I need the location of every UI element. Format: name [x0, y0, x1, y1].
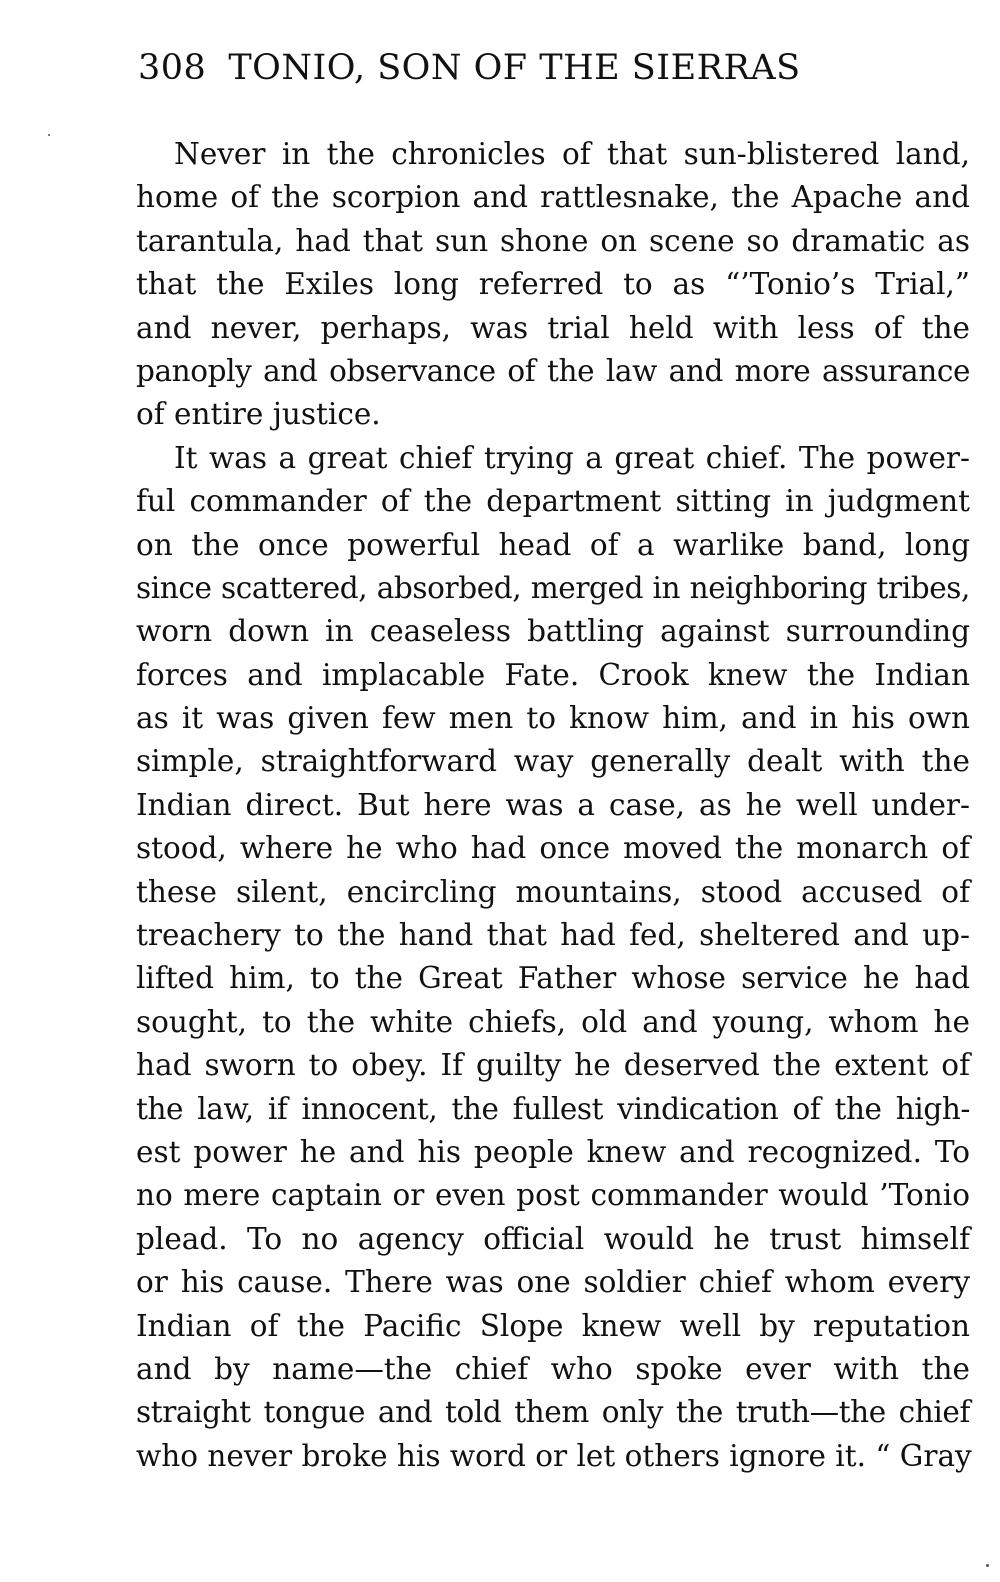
text-line: Indian direct. But here was a case, as he well under-: [136, 787, 970, 822]
text-line: stood, where he who had once moved the monarch of: [136, 831, 970, 866]
text-line: est power he and his people knew and recognized. To: [136, 1134, 970, 1169]
text-line: who never broke his word or let others ignore it. “ Gray: [136, 1438, 972, 1473]
text-line: Never in the chronicles of that sun-blistered land,: [174, 137, 970, 171]
text-line: and by name—the chief who spoke ever with the: [136, 1351, 970, 1386]
text-line: sought, to the white chiefs, old and young, whom he: [136, 1004, 970, 1039]
text-line: simple, straightforward way generally dealt with the: [136, 744, 970, 779]
text-line: It was a great chief trying a great chief. The power-: [174, 440, 970, 475]
text-line: straight tongue and told them only the truth—the chief: [136, 1395, 970, 1430]
text-line: had sworn to obey. If guilty he deserved the extent of: [136, 1048, 970, 1083]
text-line: forces and implacable Fate. Crook knew the Indian: [136, 657, 970, 692]
text-line: worn down in ceaseless battling against surrounding: [136, 614, 970, 649]
text-line: Indian of the Pacific Slope knew well by reputation: [136, 1308, 970, 1343]
text-line: as it was given few men to know him, and in his own: [136, 701, 970, 736]
page-number: 308: [138, 48, 207, 88]
scan-speck: [986, 1564, 989, 1567]
body-text: [136, 133, 970, 1478]
text-line: of entire justice.: [136, 397, 381, 432]
text-line: since scattered, absorbed, merged in neighboring tribes,: [136, 570, 970, 605]
text-line: on the once powerful head of a warlike band, long: [136, 527, 970, 562]
running-title: TONIO, SON OF THE SIERRAS: [228, 48, 801, 88]
text-line: home of the scorpion and rattlesnake, the Apache and: [136, 180, 970, 215]
text-line: plead. To no agency official would he trust himself: [136, 1221, 970, 1256]
text-line: ful commander of the department sitting in judgment: [136, 484, 970, 519]
text-line: and never, perhaps, was trial held with less of the: [136, 310, 970, 345]
text-line: panoply and observance of the law and more assurance: [136, 353, 970, 388]
text-line: no mere captain or even post commander would ’Tonio: [136, 1178, 970, 1213]
text-line: treachery to the hand that had fed, sheltered and up-: [136, 918, 970, 953]
text-line: that the Exiles long referred to as “’Tonio’s Trial,”: [136, 267, 970, 302]
running-head: [138, 46, 968, 90]
text-line: lifted him, to the Great Father whose service he had: [136, 961, 970, 996]
text-line: or his cause. There was one soldier chief whom every: [136, 1265, 970, 1300]
text-line: these silent, encircling mountains, stood accused of: [136, 874, 970, 909]
paragraph-1: [136, 133, 970, 437]
scan-speck: [48, 134, 50, 136]
text-line: tarantula, had that sun shone on scene so dramatic as: [136, 223, 970, 258]
paragraph-2: [136, 437, 970, 1478]
text-line: the law, if innocent, the fullest vindication of the high-: [136, 1091, 970, 1126]
